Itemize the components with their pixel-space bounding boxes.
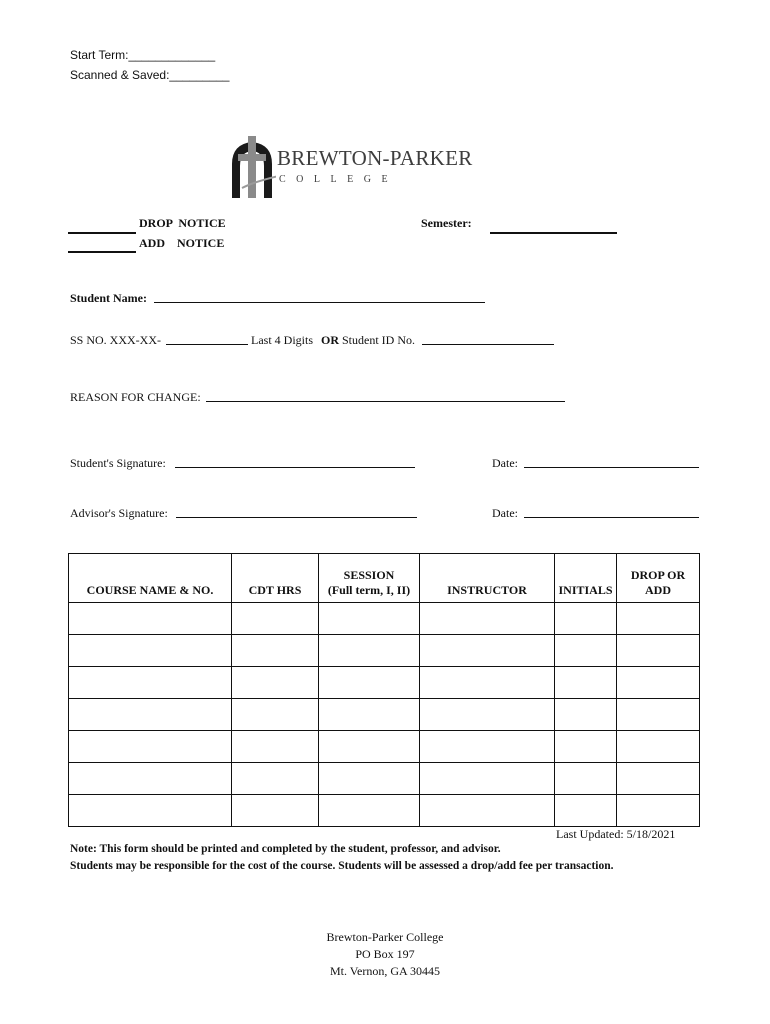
- table-cell[interactable]: [555, 699, 617, 731]
- table-cell[interactable]: [555, 795, 617, 827]
- date-field-2[interactable]: [524, 517, 699, 518]
- table-cell[interactable]: [69, 603, 232, 635]
- table-cell[interactable]: [420, 763, 555, 795]
- semester-field[interactable]: [490, 232, 617, 234]
- table-cell[interactable]: [617, 699, 700, 731]
- table-cell[interactable]: [232, 731, 319, 763]
- advisor-signature-field[interactable]: [176, 517, 417, 518]
- college-logo: [228, 134, 473, 200]
- table-cell[interactable]: [319, 795, 420, 827]
- table-cell[interactable]: [617, 603, 700, 635]
- table-row: [69, 667, 700, 699]
- col-drop-or-add: DROP OR ADD: [617, 554, 700, 603]
- date-label-2: Date:: [492, 506, 518, 520]
- semester-label: Semester:: [421, 216, 472, 230]
- table-cell[interactable]: [555, 731, 617, 763]
- student-signature-field[interactable]: [175, 467, 415, 468]
- table-cell[interactable]: [617, 795, 700, 827]
- or-label: OR: [321, 333, 339, 347]
- table-cell[interactable]: [69, 763, 232, 795]
- scanned-saved-label: Scanned & Saved:_________: [70, 68, 230, 82]
- table-cell[interactable]: [232, 699, 319, 731]
- cross-arch-icon: [228, 134, 276, 200]
- table-cell[interactable]: [555, 635, 617, 667]
- table-cell[interactable]: [319, 699, 420, 731]
- table-cell[interactable]: [69, 731, 232, 763]
- table-cell[interactable]: [420, 635, 555, 667]
- table-cell[interactable]: [420, 667, 555, 699]
- add-notice-label: ADD NOTICE: [139, 236, 225, 250]
- date-field-1[interactable]: [524, 467, 699, 468]
- logo-wordmark: BREWTON-PARKER: [277, 146, 473, 170]
- table-cell[interactable]: [319, 635, 420, 667]
- table-row: [69, 699, 700, 731]
- table-cell[interactable]: [69, 795, 232, 827]
- table-cell[interactable]: [420, 699, 555, 731]
- start-term-label: Start Term:_____________: [70, 48, 216, 62]
- table-cell[interactable]: [232, 667, 319, 699]
- add-blank[interactable]: [68, 251, 136, 253]
- advisor-signature-label: Advisor's Signature:: [70, 506, 168, 520]
- table-cell[interactable]: [420, 795, 555, 827]
- reason-field[interactable]: [206, 401, 565, 402]
- table-cell[interactable]: [617, 763, 700, 795]
- drop-notice-label: DROP NOTICE: [139, 216, 226, 230]
- table-row: [69, 731, 700, 763]
- table-cell[interactable]: [69, 699, 232, 731]
- student-signature-label: Student's Signature:: [70, 456, 166, 470]
- col-course-name: COURSE NAME & NO.: [69, 554, 232, 603]
- footer-po-box: PO Box 197: [355, 947, 415, 961]
- col-initials: INITIALS: [555, 554, 617, 603]
- reason-label: REASON FOR CHANGE:: [70, 390, 201, 404]
- table-cell[interactable]: [69, 635, 232, 667]
- table-cell[interactable]: [319, 667, 420, 699]
- note-line-1: Note: This form should be printed and completed by the student, professor, and advisor.: [70, 843, 501, 855]
- student-id-field[interactable]: [422, 344, 554, 345]
- ss-no-label: SS NO. XXX-XX-: [70, 333, 162, 347]
- table-cell[interactable]: [555, 603, 617, 635]
- table-row: [69, 795, 700, 827]
- logo-college-text: COLLEGE: [279, 174, 399, 185]
- col-instructor: INSTRUCTOR: [420, 554, 555, 603]
- note-line-2: Students may be responsible for the cost of the course. Students will be assessed a drop/add fee per transaction.: [70, 860, 614, 872]
- student-name-field[interactable]: [154, 302, 485, 303]
- table-cell[interactable]: [617, 667, 700, 699]
- table-cell[interactable]: [319, 763, 420, 795]
- table-cell[interactable]: [617, 731, 700, 763]
- table-cell[interactable]: [555, 763, 617, 795]
- table-cell[interactable]: [232, 795, 319, 827]
- table-cell[interactable]: [232, 763, 319, 795]
- table-row: [69, 763, 700, 795]
- last4-label: Last 4 Digits: [251, 333, 313, 347]
- table-cell[interactable]: [232, 603, 319, 635]
- table-row: [69, 635, 700, 667]
- drop-blank[interactable]: [68, 232, 136, 234]
- date-label-1: Date:: [492, 456, 518, 470]
- table-header-row: [69, 554, 700, 603]
- table-cell[interactable]: [555, 667, 617, 699]
- course-table: [68, 553, 700, 827]
- table-cell[interactable]: [319, 731, 420, 763]
- table-cell[interactable]: [420, 603, 555, 635]
- student-name-label: Student Name:: [70, 291, 147, 305]
- footer-city: Mt. Vernon, GA 30445: [329, 964, 441, 978]
- footer-college-name: Brewton-Parker College: [326, 930, 444, 944]
- col-credit-hours: CDT HRS: [232, 554, 319, 603]
- student-id-label: Student ID No.: [342, 333, 415, 347]
- table-cell[interactable]: [617, 635, 700, 667]
- table-row: [69, 603, 700, 635]
- table-cell[interactable]: [420, 731, 555, 763]
- ss-no-field[interactable]: [166, 344, 248, 345]
- table-cell[interactable]: [232, 635, 319, 667]
- table-cell[interactable]: [69, 667, 232, 699]
- last-updated: Last Updated: 5/18/2021: [556, 827, 676, 841]
- col-session: SESSION (Full term, I, II): [319, 554, 420, 603]
- table-cell[interactable]: [319, 603, 420, 635]
